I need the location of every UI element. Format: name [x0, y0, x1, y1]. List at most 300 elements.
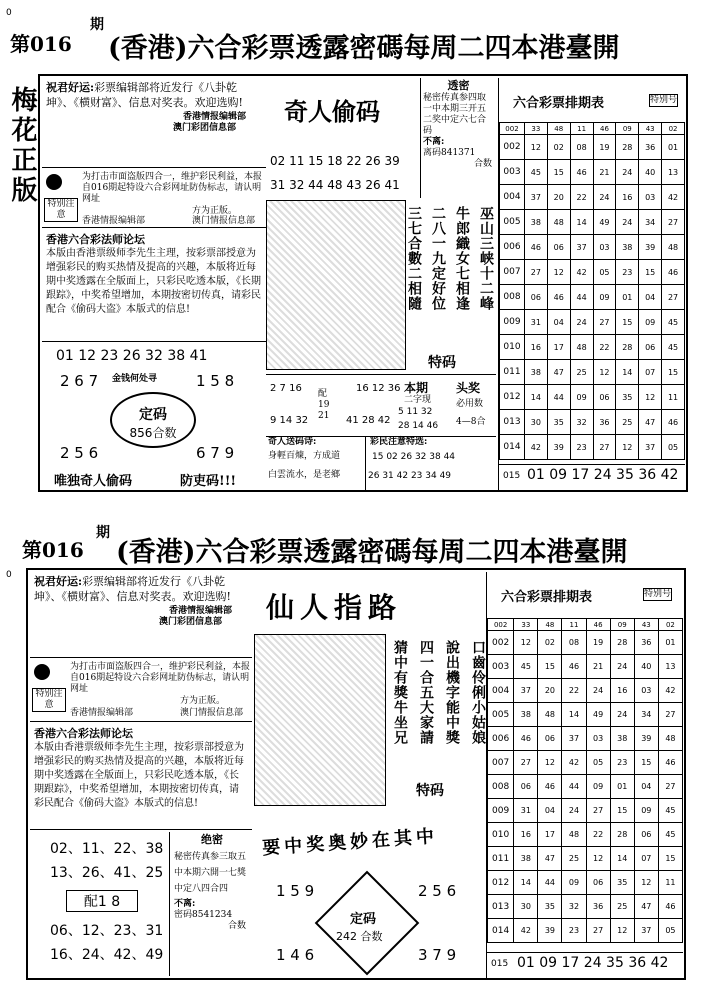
- schedule-number-cell: 46: [514, 727, 538, 751]
- schedule-header-cell: 002: [488, 619, 514, 631]
- schedule-number-cell: 15: [547, 160, 570, 185]
- schedule-number-cell: 47: [547, 360, 570, 385]
- schedule-number-cell: 36: [593, 410, 616, 435]
- schedule-number-cell: 05: [586, 751, 610, 775]
- schedule-number-cell: 30: [524, 410, 547, 435]
- bomb-icon: [46, 174, 62, 190]
- top-oval-banner: 金钱何处寻: [112, 374, 158, 384]
- bottom-dingma-num: 242: [336, 930, 357, 943]
- top-leak-suffix: 合数: [473, 159, 492, 169]
- schedule-number-cell: 15: [662, 360, 685, 385]
- schedule-number-cell: 09: [570, 385, 593, 410]
- schedule-number-cell: 35: [616, 385, 639, 410]
- schedule-number-cell: 06: [586, 871, 610, 895]
- schedule-number-cell: 27: [524, 260, 547, 285]
- schedule-number-cell: 46: [658, 895, 682, 919]
- top-poem-line: 二八一九定好位: [430, 206, 446, 311]
- top-forum: [42, 232, 266, 342]
- schedule-number-cell: 01: [610, 775, 634, 799]
- schedule-header-row: [500, 123, 685, 135]
- schedule-number-cell: 35: [610, 871, 634, 895]
- schedule-number-cell: 06: [524, 285, 547, 310]
- schedule-number-cell: 15: [538, 655, 562, 679]
- top-greeting-body: 彩票编辑部将近发行《八卦乾坤》、《横财富》、信息对奖表。欢迎选购!: [46, 81, 243, 109]
- schedule-number-cell: 46: [547, 285, 570, 310]
- top-grid-peizi: 配19 21: [318, 389, 330, 421]
- schedule-number-cell: 27: [658, 775, 682, 799]
- bottom-leak-nums: 密码8541234: [174, 910, 233, 920]
- bottom-sched-title: 六合彩票排期表: [501, 590, 593, 605]
- bottom-poem-line: 猜中有獎牛坐兄: [392, 640, 408, 745]
- schedule-number-cell: 02: [547, 135, 570, 160]
- top-dingma-suffix: 合数: [152, 426, 177, 440]
- bottom-sched-box: [486, 572, 684, 978]
- schedule-number-cell: 13: [662, 160, 685, 185]
- schedule-number-cell: 08: [570, 135, 593, 160]
- schedule-number-cell: 24: [610, 703, 634, 727]
- top-forum-body: 本版由香港票级师李先生主理，按彩票部授意为增强彩民的购买热情及提高的兴趣，本版将近每期中奖透露在全版面上，只彩民吃透本版，《长期跟踪》，中奖希望增加，本期按密切传真，请彩民配合《偷码大盗》本版式的信息!: [46, 248, 261, 315]
- schedule-number-cell: 09: [562, 871, 586, 895]
- bottom-pei: 配1 8: [66, 890, 138, 912]
- schedule-row: [488, 895, 683, 919]
- bottom-illustration: [254, 634, 386, 806]
- schedule-number-cell: 24: [586, 679, 610, 703]
- top-col-nums2: 31 32 44 48 43 26 41: [270, 178, 400, 192]
- schedule-number-cell: 34: [634, 703, 658, 727]
- schedule-number-cell: 01: [662, 135, 685, 160]
- top-head-prize-sub: 必用数: [456, 399, 484, 409]
- top-sched-tag: 特别号: [650, 95, 678, 105]
- bottom-leak-suffix: 合数: [227, 921, 246, 931]
- schedule-number-cell: 06: [593, 385, 616, 410]
- top-sched-box: [498, 78, 686, 490]
- top-illustration: [266, 200, 406, 370]
- bottom-forum: [30, 726, 252, 830]
- schedule-header-row: [488, 619, 683, 631]
- bottom-corner-bl: 1 4 6: [276, 946, 315, 964]
- schedule-number-cell: 48: [538, 703, 562, 727]
- top-notice-org1: 香港情报编辑部: [82, 216, 146, 226]
- schedule-number-cell: 46: [538, 775, 562, 799]
- bottom-schedule-table: [487, 618, 683, 943]
- top-greeting-box: [42, 78, 266, 168]
- schedule-row: [500, 160, 685, 185]
- top-leak-nums: 离码841371: [423, 148, 476, 158]
- schedule-number-cell: 47: [634, 895, 658, 919]
- bottom-poem-line: 口齒伶俐小姑娘: [470, 640, 486, 745]
- schedule-number-cell: 40: [639, 160, 662, 185]
- schedule-row: [500, 135, 685, 160]
- schedule-header-cell: 02: [658, 619, 682, 631]
- schedule-number-cell: 07: [634, 847, 658, 871]
- schedule-number-cell: 11: [662, 385, 685, 410]
- schedule-number-cell: 09: [593, 285, 616, 310]
- bottom-nums-block: [30, 832, 170, 976]
- schedule-number-cell: 04: [538, 799, 562, 823]
- top-period-nums2: 28 14 46: [398, 421, 439, 431]
- bottom-corner-mark: 0: [6, 570, 12, 580]
- schedule-number-cell: 44: [547, 385, 570, 410]
- top-title: (香港)六合彩票透露密碼每周二四本港臺開: [108, 33, 620, 64]
- schedule-number-cell: 38: [514, 847, 538, 871]
- schedule-row: [500, 235, 685, 260]
- bottom-nums2: 13、26、41、25: [50, 865, 164, 881]
- schedule-number-cell: 24: [562, 799, 586, 823]
- schedule-number-cell: 27: [662, 210, 685, 235]
- bottom-leak-body: 秘密传真参三取五中本期六開一七獎中定八四合四: [174, 852, 247, 894]
- schedule-number-cell: 03: [639, 185, 662, 210]
- schedule-number-cell: 32: [562, 895, 586, 919]
- top-tema: 特码: [428, 355, 456, 371]
- schedule-number-cell: 25: [570, 360, 593, 385]
- top-greeting-head: 祝君好运:: [46, 81, 95, 94]
- schedule-header-cell: 46: [586, 619, 610, 631]
- schedule-number-cell: 38: [610, 727, 634, 751]
- top-issue-prefix: 第016: [10, 32, 72, 56]
- bottom-poem: [390, 640, 488, 770]
- schedule-period-cell: 013: [500, 410, 525, 435]
- bottom-issue-suffix: 期: [96, 525, 110, 541]
- schedule-number-cell: 12: [586, 847, 610, 871]
- schedule-row: [500, 385, 685, 410]
- top-column-title: 奇人偷码: [284, 97, 380, 126]
- top-grid-nums-c: 9 14 32: [270, 415, 309, 426]
- bottom-corner-tl: 1 5 9: [276, 882, 315, 900]
- schedule-number-cell: 04: [639, 285, 662, 310]
- top-sign2: 澳门彩团信息部: [172, 123, 236, 133]
- schedule-number-cell: 16: [514, 823, 538, 847]
- top-head-prize-range: 4—8合: [456, 417, 486, 427]
- schedule-number-cell: 02: [538, 631, 562, 655]
- schedule-header-cell: 33: [514, 619, 538, 631]
- schedule-number-cell: 04: [547, 310, 570, 335]
- top-final-label: 015: [503, 471, 521, 481]
- top-notice-text: 为打击市面盗版四合一，维护彩民利益，本报自016期起特设六合彩网址防伪标志，请认明网址: [82, 172, 263, 204]
- bottom-nums1: 02、11、22、38: [50, 841, 164, 857]
- bottom-final-label: 015: [491, 959, 509, 969]
- schedule-number-cell: 49: [586, 703, 610, 727]
- top-notice-org2: 澳门情报信息部: [192, 216, 256, 226]
- schedule-number-cell: 31: [514, 799, 538, 823]
- schedule-period-cell: 010: [500, 335, 525, 360]
- schedule-number-cell: 15: [639, 260, 662, 285]
- schedule-header-cell: 43: [634, 619, 658, 631]
- bottom-issue-prefix: 第016: [22, 538, 84, 562]
- schedule-number-cell: 44: [538, 871, 562, 895]
- schedule-number-cell: 46: [562, 655, 586, 679]
- bottom-greeting-head: 祝君好运:: [34, 575, 83, 588]
- schedule-number-cell: 25: [616, 410, 639, 435]
- schedule-number-cell: 36: [586, 895, 610, 919]
- schedule-row: [500, 335, 685, 360]
- schedule-number-cell: 15: [634, 751, 658, 775]
- schedule-number-cell: 06: [514, 775, 538, 799]
- schedule-number-cell: 42: [570, 260, 593, 285]
- schedule-number-cell: 47: [639, 410, 662, 435]
- schedule-number-cell: 39: [639, 235, 662, 260]
- schedule-number-cell: 48: [662, 235, 685, 260]
- schedule-number-cell: 49: [593, 210, 616, 235]
- schedule-period-cell: 006: [488, 727, 514, 751]
- bottom-leak-box: [172, 832, 252, 976]
- bottom-arc-text: 要中奖奥妙在其中: [261, 825, 439, 860]
- schedule-row: [500, 410, 685, 435]
- schedule-number-cell: 48: [570, 335, 593, 360]
- bottom-notice-org2: 澳门情报信息部: [180, 708, 244, 718]
- top-leak-box: [420, 78, 496, 198]
- top-sched-title: 六合彩票排期表: [513, 96, 605, 111]
- schedule-number-cell: 24: [610, 655, 634, 679]
- schedule-number-cell: 12: [616, 435, 639, 460]
- top-period-nums: 5 11 32: [398, 407, 433, 417]
- bottom-leak-label: 不离:: [174, 899, 196, 909]
- schedule-number-cell: 23: [562, 919, 586, 943]
- schedule-number-cell: 16: [616, 185, 639, 210]
- schedule-number-cell: 13: [658, 655, 682, 679]
- schedule-period-cell: 002: [500, 135, 525, 160]
- schedule-header-cell: 002: [500, 123, 525, 135]
- schedule-number-cell: 17: [538, 823, 562, 847]
- schedule-number-cell: 37: [634, 919, 658, 943]
- schedule-period-cell: 004: [488, 679, 514, 703]
- bottom-forum-body: 本版由香港票级师李先生主理，按彩票部授意为增强彩民的购买热情及提高的兴趣，本版将近每期中奖透露在全版面上，只彩民吃透本版，《长期跟踪》，中奖希望增加，本期按密切传真，请彩民配合《偷码大盗》本版式的信息!: [34, 742, 244, 809]
- top-bottom-slogan2: 防吏码!!!: [180, 474, 237, 489]
- bottom-poem-line: 說出機字能中獎: [444, 640, 460, 745]
- bottom-corner-tr: 2 5 6: [418, 882, 457, 900]
- schedule-number-cell: 27: [586, 799, 610, 823]
- bottom-greeting-box: [30, 572, 252, 658]
- schedule-number-cell: 28: [610, 823, 634, 847]
- schedule-row: [488, 847, 683, 871]
- schedule-number-cell: 11: [658, 871, 682, 895]
- bottom-final-row: [487, 952, 683, 976]
- top-poem-line: 三七合數二相隨: [406, 206, 422, 311]
- schedule-number-cell: 14: [570, 210, 593, 235]
- top-special-label: 特别注意: [44, 198, 78, 222]
- schedule-number-cell: 06: [639, 335, 662, 360]
- schedule-number-cell: 27: [514, 751, 538, 775]
- bottom-notice-text: 为打击市面盗版四合一，维护彩民利益，本报自016期起特设六合彩网址防伪标志，请认明网址: [70, 662, 251, 694]
- schedule-period-cell: 009: [488, 799, 514, 823]
- schedule-period-cell: 006: [500, 235, 525, 260]
- schedule-number-cell: 31: [524, 310, 547, 335]
- schedule-number-cell: 05: [662, 435, 685, 460]
- schedule-period-cell: 004: [500, 185, 525, 210]
- schedule-number-cell: 12: [514, 631, 538, 655]
- schedule-number-cell: 27: [662, 285, 685, 310]
- schedule-number-cell: 19: [586, 631, 610, 655]
- top-issue-suffix: 期: [90, 17, 104, 33]
- schedule-row: [488, 751, 683, 775]
- schedule-number-cell: 20: [547, 185, 570, 210]
- schedule-number-cell: 39: [538, 919, 562, 943]
- schedule-number-cell: 46: [524, 235, 547, 260]
- bottom-tema: 特码: [416, 783, 444, 799]
- top-poem2-l1: 身輕百煉，方成道: [268, 451, 341, 461]
- schedule-number-cell: 24: [616, 160, 639, 185]
- schedule-number-cell: 47: [538, 847, 562, 871]
- schedule-number-cell: 38: [616, 235, 639, 260]
- schedule-period-cell: 007: [488, 751, 514, 775]
- bottom-special-label: 特别注意: [32, 688, 66, 712]
- schedule-number-cell: 12: [524, 135, 547, 160]
- bottom-leak-head: 绝密: [201, 833, 223, 846]
- schedule-number-cell: 15: [610, 799, 634, 823]
- top-corner-tr: 1 5 8: [196, 372, 235, 390]
- schedule-number-cell: 35: [547, 410, 570, 435]
- schedule-number-cell: 22: [586, 823, 610, 847]
- bottom-nums3: 06、12、23、31: [50, 923, 164, 939]
- schedule-number-cell: 37: [524, 185, 547, 210]
- top-corner-br: 6 7 9: [196, 444, 235, 462]
- schedule-number-cell: 09: [634, 799, 658, 823]
- schedule-number-cell: 16: [524, 335, 547, 360]
- top-corner-mark: 0: [6, 8, 12, 18]
- schedule-number-cell: 12: [593, 360, 616, 385]
- schedule-header-cell: 46: [593, 123, 616, 135]
- schedule-row: [488, 919, 683, 943]
- schedule-period-cell: 003: [500, 160, 525, 185]
- schedule-row: [500, 435, 685, 460]
- schedule-header-cell: 11: [562, 619, 586, 631]
- top-poem-line: 巫山三峡十二峰: [478, 206, 494, 311]
- top-col-nums1: 02 11 15 18 22 26 39: [270, 154, 400, 168]
- schedule-period-cell: 003: [488, 655, 514, 679]
- schedule-row: [488, 703, 683, 727]
- schedule-period-cell: 009: [500, 310, 525, 335]
- top-corner-tl: 2 6 7: [60, 372, 99, 390]
- schedule-number-cell: 03: [634, 679, 658, 703]
- top-period-sub: 二字现: [404, 395, 432, 405]
- top-poem2-head: 奇人送码诗:: [268, 437, 317, 447]
- schedule-row: [500, 285, 685, 310]
- top-dingma: 定码: [139, 407, 167, 423]
- schedule-number-cell: 38: [514, 703, 538, 727]
- top-special-nums2: 26 31 42 23 34 49: [368, 471, 452, 481]
- schedule-row: [500, 210, 685, 235]
- schedule-number-cell: 12: [610, 919, 634, 943]
- bottom-notice-sign: 方为正版。: [180, 696, 226, 706]
- top-bottom-slogan: 唯独奇人偷码: [54, 474, 133, 489]
- schedule-number-cell: 30: [514, 895, 538, 919]
- top-grid-nums-d: 41 28 42: [346, 415, 391, 426]
- schedule-period-cell: 008: [500, 285, 525, 310]
- schedule-number-cell: 23: [610, 751, 634, 775]
- schedule-number-cell: 25: [610, 895, 634, 919]
- bottom-sched-tag: 特别号: [644, 589, 672, 599]
- schedule-number-cell: 15: [658, 847, 682, 871]
- schedule-number-cell: 06: [538, 727, 562, 751]
- schedule-row: [500, 185, 685, 210]
- schedule-number-cell: 06: [547, 235, 570, 260]
- schedule-header-cell: 48: [547, 123, 570, 135]
- schedule-number-cell: 46: [570, 160, 593, 185]
- schedule-number-cell: 42: [658, 679, 682, 703]
- schedule-number-cell: 24: [570, 310, 593, 335]
- schedule-header-cell: 02: [662, 123, 685, 135]
- schedule-header-cell: 43: [639, 123, 662, 135]
- schedule-number-cell: 09: [639, 310, 662, 335]
- top-grid-nums-b: 16 12 36: [356, 383, 401, 394]
- bottom-sign1: 香港情报编辑部: [168, 606, 232, 616]
- schedule-number-cell: 45: [514, 655, 538, 679]
- bottom-dingma-suffix: 合数: [360, 930, 383, 943]
- top-leak-head: 透密: [447, 79, 470, 92]
- schedule-number-cell: 37: [514, 679, 538, 703]
- schedule-number-cell: 45: [662, 335, 685, 360]
- schedule-period-cell: 005: [500, 210, 525, 235]
- schedule-number-cell: 05: [658, 919, 682, 943]
- top-poem2-box: [266, 436, 366, 490]
- schedule-number-cell: 22: [570, 185, 593, 210]
- schedule-number-cell: 38: [524, 360, 547, 385]
- bottom-title: (香港)六合彩票透露密碼每周二四本港臺開: [116, 537, 628, 568]
- schedule-number-cell: 27: [658, 703, 682, 727]
- schedule-period-cell: 012: [488, 871, 514, 895]
- schedule-number-cell: 37: [639, 435, 662, 460]
- schedule-number-cell: 45: [524, 160, 547, 185]
- schedule-row: [488, 727, 683, 751]
- schedule-number-cell: 24: [593, 185, 616, 210]
- top-leak-label: 不离:: [423, 137, 445, 147]
- schedule-number-cell: 39: [547, 435, 570, 460]
- schedule-row: [500, 260, 685, 285]
- schedule-row: [488, 655, 683, 679]
- schedule-period-cell: 014: [488, 919, 514, 943]
- schedule-number-cell: 44: [570, 285, 593, 310]
- top-nums-row: 01 12 23 26 32 38 41: [56, 348, 208, 364]
- top-dingma-num: 856: [129, 426, 153, 440]
- schedule-number-cell: 27: [586, 919, 610, 943]
- schedule-number-cell: 19: [593, 135, 616, 160]
- schedule-number-cell: 45: [662, 310, 685, 335]
- schedule-number-cell: 14: [610, 847, 634, 871]
- schedule-number-cell: 14: [616, 360, 639, 385]
- schedule-number-cell: 22: [593, 335, 616, 360]
- schedule-header-cell: 33: [524, 123, 547, 135]
- top-head-prize: 头奖: [456, 381, 481, 395]
- schedule-period-cell: 010: [488, 823, 514, 847]
- bottom-column-title: 仙人指路: [266, 591, 403, 624]
- schedule-header-cell: 11: [570, 123, 593, 135]
- schedule-number-cell: 35: [538, 895, 562, 919]
- schedule-number-cell: 07: [639, 360, 662, 385]
- schedule-header-cell: 09: [616, 123, 639, 135]
- schedule-number-cell: 45: [658, 799, 682, 823]
- schedule-number-cell: 16: [610, 679, 634, 703]
- top-poem-line: 牛郎織女七相逢: [454, 206, 470, 311]
- bottom-notice-org1: 香港情报编辑部: [70, 708, 134, 718]
- schedule-number-cell: 42: [514, 919, 538, 943]
- schedule-number-cell: 42: [524, 435, 547, 460]
- schedule-number-cell: 24: [616, 210, 639, 235]
- schedule-number-cell: 12: [538, 751, 562, 775]
- schedule-number-cell: 34: [639, 210, 662, 235]
- bottom-dingma: 定码: [350, 912, 377, 927]
- bottom-sign2: 澳门彩团信息部: [158, 617, 222, 627]
- schedule-row: [500, 310, 685, 335]
- schedule-period-cell: 008: [488, 775, 514, 799]
- schedule-number-cell: 46: [662, 410, 685, 435]
- schedule-number-cell: 04: [634, 775, 658, 799]
- schedule-row: [500, 360, 685, 385]
- schedule-number-cell: 01: [616, 285, 639, 310]
- schedule-row: [488, 679, 683, 703]
- schedule-number-cell: 28: [616, 135, 639, 160]
- schedule-number-cell: 39: [634, 727, 658, 751]
- top-side-label: 梅花正版: [7, 86, 37, 206]
- top-corner-bl: 2 5 6: [60, 444, 99, 462]
